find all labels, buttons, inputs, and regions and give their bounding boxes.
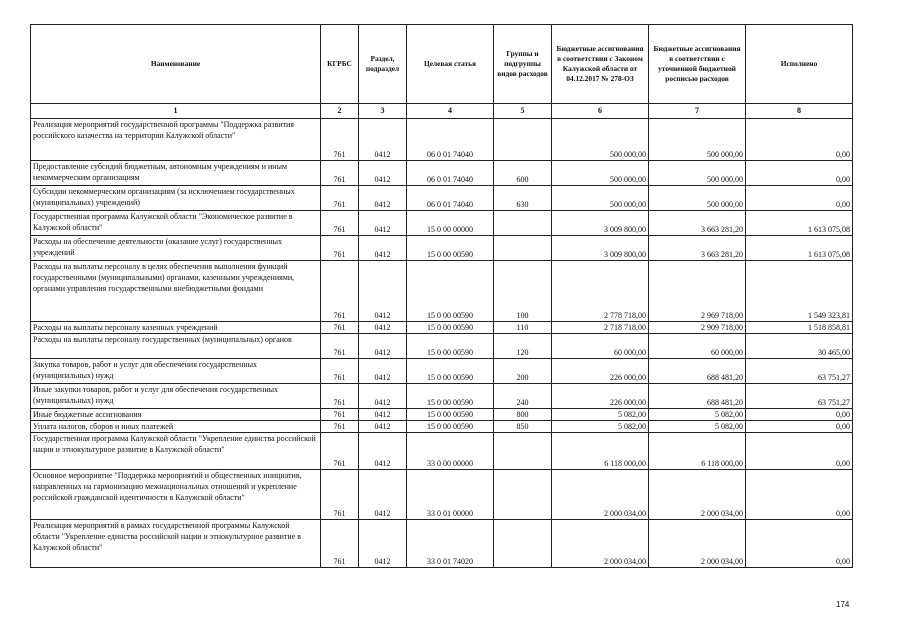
cell-refined: 2 000 034,00 [649, 470, 746, 520]
cell-refined: 688 481,20 [649, 359, 746, 384]
cell-executed: 0,00 [746, 470, 853, 520]
header-name: Наименование [31, 25, 321, 104]
table-row [31, 322, 853, 334]
cell-name: Закупка товаров, работ и услуг для обеспечения государственных (муниципальных) нужд [31, 359, 321, 384]
cell-executed: 0,00 [746, 119, 853, 161]
header-kgrbs: КГРБС [321, 25, 359, 104]
cell-law: 500 000,00 [552, 186, 649, 211]
cell-law: 500 000,00 [552, 119, 649, 161]
cell-executed: 0,00 [746, 161, 853, 186]
table-row [31, 433, 853, 470]
cell-law: 3 009 800,00 [552, 236, 649, 261]
cell-group [494, 470, 552, 520]
cell-law: 6 118 000,00 [552, 433, 649, 470]
cell-target: 15 0 00 00590 [407, 359, 494, 384]
cell-executed: 63 751,27 [746, 359, 853, 384]
cell-kgrbs: 761 [321, 261, 359, 322]
cell-kgrbs: 761 [321, 470, 359, 520]
cell-group [494, 433, 552, 470]
cell-refined: 2 969 718,00 [649, 261, 746, 322]
cell-section: 0412 [359, 384, 407, 409]
cell-target: 15 0 00 00000 [407, 211, 494, 236]
cell-executed: 1 613 075,08 [746, 211, 853, 236]
cell-group [494, 211, 552, 236]
cell-name: Расходы на выплаты персоналу казенных учреждений [31, 322, 321, 334]
cell-target: 33 0 01 74020 [407, 520, 494, 568]
table-row [31, 409, 853, 421]
cell-law: 3 009 800,00 [552, 211, 649, 236]
cell-kgrbs: 761 [321, 119, 359, 161]
cell-kgrbs: 761 [321, 322, 359, 334]
cell-group: 200 [494, 359, 552, 384]
cell-section: 0412 [359, 334, 407, 359]
cell-target: 33 0 01 00000 [407, 470, 494, 520]
cell-name: Субсидии некоммерческим организациям (за исключением государственных (муниципальных) учреждений) [31, 186, 321, 211]
cell-refined: 2 000 034,00 [649, 520, 746, 568]
cell-kgrbs: 761 [321, 161, 359, 186]
cell-name: Иные бюджетные ассигнования [31, 409, 321, 421]
cell-section: 0412 [359, 322, 407, 334]
table-body [31, 119, 853, 568]
header-section: Раздел, подраздел [359, 25, 407, 104]
cell-law: 5 082,00 [552, 421, 649, 433]
page-number: 174 [836, 600, 850, 609]
budget-execution-table [30, 24, 853, 568]
cell-target: 15 0 00 00590 [407, 334, 494, 359]
cell-group [494, 119, 552, 161]
cell-section: 0412 [359, 261, 407, 322]
cell-kgrbs: 761 [321, 520, 359, 568]
cell-section: 0412 [359, 409, 407, 421]
cell-law: 2 000 034,00 [552, 520, 649, 568]
cell-target: 15 0 00 00590 [407, 322, 494, 334]
cell-group: 100 [494, 261, 552, 322]
cell-group: 800 [494, 409, 552, 421]
header-law: Бюджетные ассигнования в соответствии с Законом Калужской области от 04.12.2017 № 278-ОЗ [552, 25, 649, 104]
cell-law: 5 082,00 [552, 409, 649, 421]
cell-refined: 688 481,20 [649, 384, 746, 409]
cell-section: 0412 [359, 470, 407, 520]
cell-law: 500 000,00 [552, 161, 649, 186]
cell-kgrbs: 761 [321, 421, 359, 433]
cell-target: 15 0 00 00590 [407, 261, 494, 322]
table-header-row [31, 25, 853, 104]
cell-section: 0412 [359, 119, 407, 161]
cell-group: 630 [494, 186, 552, 211]
cell-refined: 5 082,00 [649, 421, 746, 433]
cell-law: 60 000,00 [552, 334, 649, 359]
cell-executed: 0,00 [746, 520, 853, 568]
cell-executed: 0,00 [746, 186, 853, 211]
header-target: Целевая статья [407, 25, 494, 104]
cell-kgrbs: 761 [321, 186, 359, 211]
cell-section: 0412 [359, 520, 407, 568]
cell-refined: 500 000,00 [649, 119, 746, 161]
table-row [31, 211, 853, 236]
cell-name: Основное мероприятие "Поддержка мероприятий и общественных инициатив, направленных на гармонизацию межнациональных отношений и укрепление российской гражданской идентичности в Калужской области" [31, 470, 321, 520]
cell-section: 0412 [359, 186, 407, 211]
cell-target: 15 0 00 00590 [407, 384, 494, 409]
cell-refined: 2 909 718,00 [649, 322, 746, 334]
table-row [31, 384, 853, 409]
table-row [31, 421, 853, 433]
cell-section: 0412 [359, 161, 407, 186]
cell-law: 2 778 718,00 [552, 261, 649, 322]
cell-kgrbs: 761 [321, 384, 359, 409]
cell-refined: 3 663 281,20 [649, 211, 746, 236]
col-number: 5 [494, 104, 552, 119]
cell-section: 0412 [359, 236, 407, 261]
cell-target: 06 0 01 74040 [407, 161, 494, 186]
col-number: 4 [407, 104, 494, 119]
cell-kgrbs: 761 [321, 236, 359, 261]
cell-name: Реализация мероприятий государственной программы "Поддержка развития российского казачества на территории Калужской области" [31, 119, 321, 161]
cell-target: 06 0 01 74040 [407, 119, 494, 161]
cell-refined: 500 000,00 [649, 161, 746, 186]
header-groups: Группы и подгруппы видов расходов [494, 25, 552, 104]
cell-kgrbs: 761 [321, 433, 359, 470]
cell-section: 0412 [359, 421, 407, 433]
cell-name: Государственная программа Калужской области "Экономическое развитие в Калужской области" [31, 211, 321, 236]
cell-law: 226 000,00 [552, 384, 649, 409]
cell-kgrbs: 761 [321, 409, 359, 421]
table-row [31, 261, 853, 322]
cell-executed: 1 613 075,08 [746, 236, 853, 261]
col-number: 2 [321, 104, 359, 119]
table-row [31, 334, 853, 359]
table-row [31, 119, 853, 161]
cell-target: 15 0 00 00590 [407, 421, 494, 433]
cell-kgrbs: 761 [321, 334, 359, 359]
cell-group: 600 [494, 161, 552, 186]
cell-refined: 6 118 000,00 [649, 433, 746, 470]
cell-executed: 0,00 [746, 433, 853, 470]
cell-group: 110 [494, 322, 552, 334]
cell-kgrbs: 761 [321, 211, 359, 236]
cell-section: 0412 [359, 359, 407, 384]
table-row [31, 161, 853, 186]
cell-refined: 3 663 281,20 [649, 236, 746, 261]
col-number: 3 [359, 104, 407, 119]
cell-group: 120 [494, 334, 552, 359]
header-executed: Исполнено [746, 25, 853, 104]
cell-name: Государственная программа Калужской области "Укрепление единства российской нации и этнокультурное развитие в Калужской области" [31, 433, 321, 470]
cell-refined: 60 000,00 [649, 334, 746, 359]
cell-refined: 500 000,00 [649, 186, 746, 211]
cell-law: 2 000 034,00 [552, 470, 649, 520]
col-number: 7 [649, 104, 746, 119]
table-row [31, 236, 853, 261]
cell-group [494, 236, 552, 261]
cell-target: 06 0 01 74040 [407, 186, 494, 211]
table-row [31, 186, 853, 211]
cell-kgrbs: 761 [321, 359, 359, 384]
cell-name: Расходы на обеспечение деятельности (оказание услуг) государственных учреждений [31, 236, 321, 261]
cell-target: 15 0 00 00590 [407, 409, 494, 421]
cell-group [494, 520, 552, 568]
cell-name: Иные закупки товаров, работ и услуг для обеспечения государственных (муниципальных) нужд [31, 384, 321, 409]
col-number: 6 [552, 104, 649, 119]
cell-name: Уплата налогов, сборов и иных платежей [31, 421, 321, 433]
cell-target: 15 0 00 00590 [407, 236, 494, 261]
cell-group: 850 [494, 421, 552, 433]
cell-executed: 63 751,27 [746, 384, 853, 409]
cell-refined: 5 082,00 [649, 409, 746, 421]
cell-law: 2 718 718,00 [552, 322, 649, 334]
cell-name: Расходы на выплаты персоналу государственных (муниципальных) органов [31, 334, 321, 359]
cell-name: Предоставление субсидий бюджетным, автономным учреждениям и иным некоммерческим организациям [31, 161, 321, 186]
col-number: 1 [31, 104, 321, 119]
cell-section: 0412 [359, 211, 407, 236]
table-row [31, 520, 853, 568]
table-row [31, 359, 853, 384]
col-number: 8 [746, 104, 853, 119]
table-row [31, 470, 853, 520]
cell-group: 240 [494, 384, 552, 409]
cell-law: 226 000,00 [552, 359, 649, 384]
cell-name: Расходы на выплаты персоналу в целях обеспечения выполнения функций государственными (муниципальными) органами, казенными учреждениями, органами управления государственными внебюджетными фондами [31, 261, 321, 322]
cell-executed: 30 465,00 [746, 334, 853, 359]
cell-executed: 1 549 323,81 [746, 261, 853, 322]
cell-section: 0412 [359, 433, 407, 470]
cell-target: 33 0 00 00000 [407, 433, 494, 470]
cell-executed: 0,00 [746, 409, 853, 421]
header-refined: Бюджетные ассигнования в соответствии с уточненной бюджетной росписью расходов [649, 25, 746, 104]
column-number-row [31, 104, 853, 119]
cell-executed: 1 518 858,81 [746, 322, 853, 334]
cell-executed: 0,00 [746, 421, 853, 433]
cell-name: Реализация мероприятий в рамках государственной программы Калужской области "Укрепление единства российской нации и этнокультурное развитие в Калужской области" [31, 520, 321, 568]
